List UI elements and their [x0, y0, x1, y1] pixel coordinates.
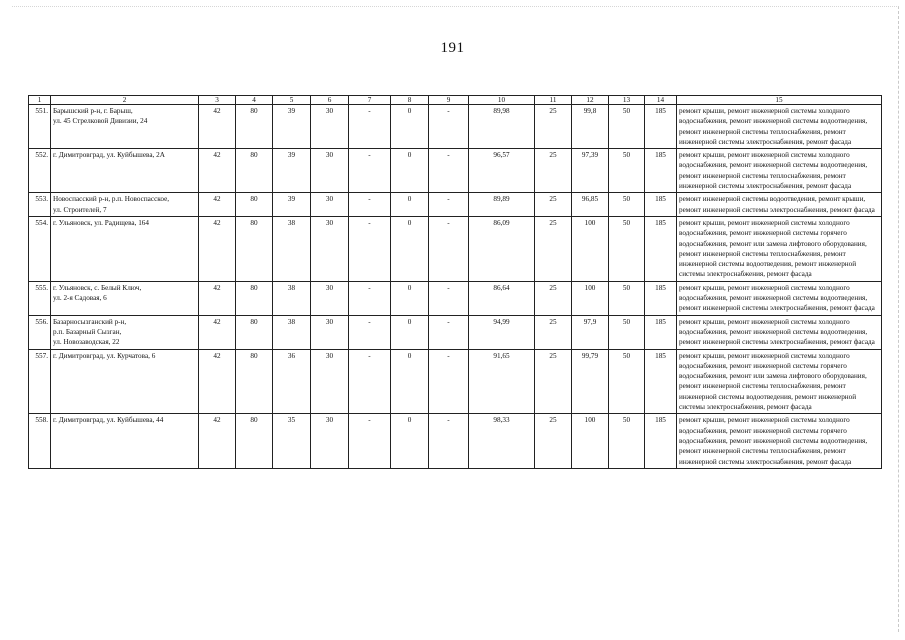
value-cell: -: [429, 193, 469, 217]
value-cell: 100: [572, 414, 609, 468]
value-cell: -: [429, 216, 469, 281]
table-row: [29, 193, 882, 217]
value-cell: 30: [311, 216, 349, 281]
value-cell: 25: [535, 149, 572, 193]
value-cell: 0: [391, 193, 429, 217]
value-cell: 91,65: [469, 349, 535, 414]
address-cell: г. Димитровград, ул. Курчатова, 6: [51, 349, 199, 414]
row-number: 553.: [29, 193, 51, 217]
row-number: 556.: [29, 315, 51, 349]
value-cell: -: [349, 105, 391, 149]
value-cell: 96,85: [572, 193, 609, 217]
value-cell: -: [349, 414, 391, 468]
value-cell: 42: [199, 414, 236, 468]
value-cell: 185: [645, 105, 677, 149]
value-cell: 100: [572, 216, 609, 281]
table-row: [29, 315, 882, 349]
works-cell: ремонт крыши, ремонт инженерной системы холодного водоснабжения, ремонт инженерной системы водоотведения, ремонт инженерной системы электроснабжения, ремонт фасада: [677, 281, 882, 315]
value-cell: 35: [273, 414, 311, 468]
value-cell: 42: [199, 281, 236, 315]
value-cell: 185: [645, 414, 677, 468]
column-header: 13: [609, 96, 645, 105]
value-cell: 30: [311, 349, 349, 414]
value-cell: -: [429, 315, 469, 349]
value-cell: 30: [311, 414, 349, 468]
value-cell: -: [429, 414, 469, 468]
table-row: [29, 349, 882, 414]
column-header: 9: [429, 96, 469, 105]
table-body: [29, 105, 882, 469]
value-cell: -: [349, 193, 391, 217]
value-cell: 39: [273, 149, 311, 193]
value-cell: -: [349, 216, 391, 281]
works-cell: ремонт крыши, ремонт инженерной системы холодного водоснабжения, ремонт инженерной системы водоотведения, ремонт инженерной системы теплоснабжения, ремонт инженерной системы электроснабжения, ремонт фасада: [677, 105, 882, 149]
value-cell: 0: [391, 414, 429, 468]
table-row: [29, 414, 882, 468]
value-cell: 97,39: [572, 149, 609, 193]
table-row: [29, 149, 882, 193]
value-cell: 185: [645, 216, 677, 281]
value-cell: 25: [535, 349, 572, 414]
value-cell: 30: [311, 281, 349, 315]
row-number: 551.: [29, 105, 51, 149]
address-cell: г. Ульяновск, ул. Радищева, 164: [51, 216, 199, 281]
value-cell: 38: [273, 315, 311, 349]
works-cell: ремонт инженерной системы водоотведения, ремонт крыши, ремонт инженерной системы электроснабжения, ремонт фасада: [677, 193, 882, 217]
value-cell: 86,64: [469, 281, 535, 315]
value-cell: 39: [273, 105, 311, 149]
value-cell: -: [349, 149, 391, 193]
value-cell: 80: [236, 414, 273, 468]
value-cell: -: [429, 349, 469, 414]
value-cell: 89,89: [469, 193, 535, 217]
value-cell: 30: [311, 105, 349, 149]
address-cell: г. Димитровград, ул. Куйбышева, 44: [51, 414, 199, 468]
value-cell: 185: [645, 281, 677, 315]
column-header: 6: [311, 96, 349, 105]
value-cell: 86,09: [469, 216, 535, 281]
value-cell: 42: [199, 105, 236, 149]
value-cell: 36: [273, 349, 311, 414]
value-cell: 99,79: [572, 349, 609, 414]
value-cell: 30: [311, 193, 349, 217]
value-cell: 0: [391, 349, 429, 414]
value-cell: -: [349, 281, 391, 315]
value-cell: 185: [645, 315, 677, 349]
value-cell: 0: [391, 216, 429, 281]
table-row: [29, 216, 882, 281]
value-cell: 38: [273, 281, 311, 315]
value-cell: 25: [535, 193, 572, 217]
value-cell: 97,9: [572, 315, 609, 349]
row-number: 558.: [29, 414, 51, 468]
value-cell: 80: [236, 281, 273, 315]
value-cell: 25: [535, 216, 572, 281]
value-cell: 99,8: [572, 105, 609, 149]
column-header: 2: [51, 96, 199, 105]
value-cell: 50: [609, 193, 645, 217]
address-cell: Барышский р-н, г. Барыш, ул. 45 Стрелковой Дивизии, 24: [51, 105, 199, 149]
column-header: 11: [535, 96, 572, 105]
value-cell: 30: [311, 315, 349, 349]
column-header: 15: [677, 96, 882, 105]
value-cell: 50: [609, 105, 645, 149]
works-cell: ремонт крыши, ремонт инженерной системы холодного водоснабжения, ремонт инженерной системы горячего водоснабжения, ремонт или замена лифтового оборудования, ремонт инженерной системы теплоснабжения, ремонт инженерной системы водоотведения, ремонт инженерной системы электроснабжения, ремонт фасада: [677, 349, 882, 414]
value-cell: -: [429, 105, 469, 149]
column-header: 5: [273, 96, 311, 105]
value-cell: 25: [535, 414, 572, 468]
value-cell: -: [429, 149, 469, 193]
address-cell: г. Димитровград, ул. Куйбышева, 2А: [51, 149, 199, 193]
value-cell: 39: [273, 193, 311, 217]
value-cell: 30: [311, 149, 349, 193]
column-header: 4: [236, 96, 273, 105]
value-cell: 80: [236, 149, 273, 193]
column-header: 3: [199, 96, 236, 105]
value-cell: 185: [645, 149, 677, 193]
address-cell: Базарносызганский р-н, р.п. Базарный Сызган, ул. Новозаводская, 22: [51, 315, 199, 349]
value-cell: 185: [645, 193, 677, 217]
value-cell: 50: [609, 315, 645, 349]
value-cell: 50: [609, 414, 645, 468]
works-cell: ремонт крыши, ремонт инженерной системы холодного водоснабжения, ремонт инженерной системы водоотведения, ремонт инженерной системы теплоснабжения, ремонт инженерной системы электроснабжения, ремонт фасада: [677, 149, 882, 193]
value-cell: 42: [199, 349, 236, 414]
value-cell: 25: [535, 315, 572, 349]
value-cell: 0: [391, 149, 429, 193]
address-cell: Новоспасский р-н, р.п. Новоспасское, ул. Строителей, 7: [51, 193, 199, 217]
value-cell: 100: [572, 281, 609, 315]
value-cell: 42: [199, 315, 236, 349]
value-cell: 42: [199, 149, 236, 193]
value-cell: 80: [236, 193, 273, 217]
value-cell: 98,33: [469, 414, 535, 468]
value-cell: 50: [609, 281, 645, 315]
works-cell: ремонт крыши, ремонт инженерной системы холодного водоснабжения, ремонт инженерной системы водоотведения, ремонт инженерной системы электроснабжения, ремонт фасада: [677, 315, 882, 349]
value-cell: 89,98: [469, 105, 535, 149]
table-row: [29, 105, 882, 149]
value-cell: 80: [236, 349, 273, 414]
value-cell: 50: [609, 349, 645, 414]
value-cell: 42: [199, 193, 236, 217]
repair-table: [28, 95, 882, 469]
header-row: [29, 96, 882, 105]
works-cell: ремонт крыши, ремонт инженерной системы холодного водоснабжения, ремонт инженерной системы горячего водоснабжения, ремонт инженерной системы водоотведения, ремонт инженерной системы теплоснабжения, ремонт инженерной системы электроснабжения, ремонт фасада: [677, 414, 882, 468]
value-cell: 25: [535, 105, 572, 149]
value-cell: -: [349, 315, 391, 349]
page-number: 191: [440, 40, 465, 56]
value-cell: 50: [609, 216, 645, 281]
value-cell: 0: [391, 105, 429, 149]
value-cell: 96,57: [469, 149, 535, 193]
value-cell: -: [429, 281, 469, 315]
address-cell: г. Ульяновск, с. Белый Ключ, ул. 2-я Садовая, 6: [51, 281, 199, 315]
value-cell: 38: [273, 216, 311, 281]
value-cell: 42: [199, 216, 236, 281]
column-header: 10: [469, 96, 535, 105]
row-number: 555.: [29, 281, 51, 315]
value-cell: 80: [236, 216, 273, 281]
value-cell: 80: [236, 105, 273, 149]
value-cell: -: [349, 349, 391, 414]
column-header: 14: [645, 96, 677, 105]
value-cell: 0: [391, 315, 429, 349]
row-number: 552.: [29, 149, 51, 193]
value-cell: 25: [535, 281, 572, 315]
column-header: 12: [572, 96, 609, 105]
row-number: 557.: [29, 349, 51, 414]
value-cell: 50: [609, 149, 645, 193]
value-cell: 0: [391, 281, 429, 315]
value-cell: 94,99: [469, 315, 535, 349]
value-cell: 80: [236, 315, 273, 349]
row-number: 554.: [29, 216, 51, 281]
column-header: 1: [29, 96, 51, 105]
works-cell: ремонт крыши, ремонт инженерной системы холодного водоснабжения, ремонт инженерной системы горячего водоснабжения, ремонт или замена лифтового оборудования, ремонт инженерной системы теплоснабжения, ремонт инженерной системы водоотведения, ремонт инженерной системы электроснабжения, ремонт фасада: [677, 216, 882, 281]
value-cell: 185: [645, 349, 677, 414]
table-row: [29, 281, 882, 315]
column-header: 8: [391, 96, 429, 105]
column-header: 7: [349, 96, 391, 105]
